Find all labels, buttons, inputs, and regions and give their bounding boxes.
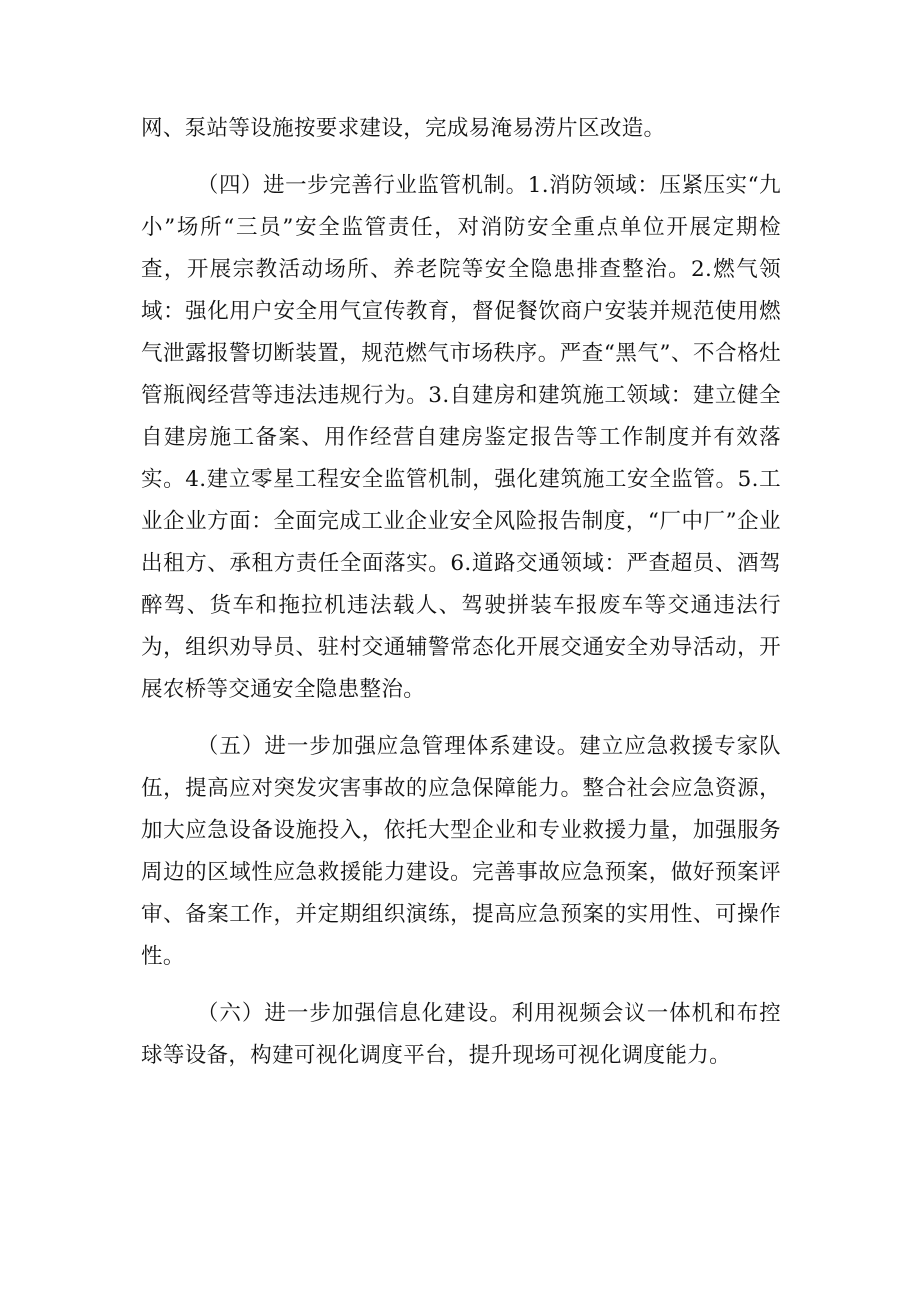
paragraph-continuation: 网、泵站等设施按要求建设，完成易淹易涝片区改造。 xyxy=(141,116,666,141)
paragraph-spacer xyxy=(141,978,781,993)
paragraph-spacer xyxy=(141,711,781,726)
paragraph-section-five: （五）进一步加强应急管理体系建设。建立应急救援专家队伍，提高应对突发灾害事故的应急保障能力。整合社会应急资源，加大应急设备设施投入，依托大型企业和专业救援力量，加强服务周边的区域性应急救援能力建设。完善事故应急预案，做好预案评审、备案工作，并定期组织演练，提高应急预案的实用性、可操作性。 xyxy=(141,734,781,969)
paragraph-section-six: （六）进一步加强信息化建设。利用视频会议一体机和布控球等设备，构建可视化调度平台，提升现场可视化调度能力。 xyxy=(141,1001,781,1068)
paragraph-spacer xyxy=(141,150,781,165)
paragraph-section-four: （四）进一步完善行业监管机制。1.消防领域：压紧压实“九小”场所“三员”安全监管责任，对消防安全重点单位开展定期检查，开展宗教活动场所、养老院等安全隐患排查整治。2.燃气领域：强化用户安全用气宣传教育，督促餐饮商户安装并规范使用燃气泄露报警切断装置，规范燃气市场秩序。严查“黑气”、不合格灶管瓶阀经营等违法违规行为。3.自建房和建筑施工领域：建立健全自建房施工备案、用作经营自建房鉴定报告等工作制度并有效落实。4.建立零星工程安全监管机制，强化建筑施工安全监管。5.工业企业方面：全面完成工业企业安全风险报告制度，“厂中厂”企业出租方、承租方责任全面落实。6.道路交通领域：严查超员、酒驾醉驾、货车和拖拉机违法载人、驾驶拼装车报废车等交通违法行为，组织劝导员、驻村交通辅警常态化开展交通安全劝导活动，开展农桥等交通安全隐患整治。 xyxy=(141,173,781,702)
document-body xyxy=(141,108,781,1077)
